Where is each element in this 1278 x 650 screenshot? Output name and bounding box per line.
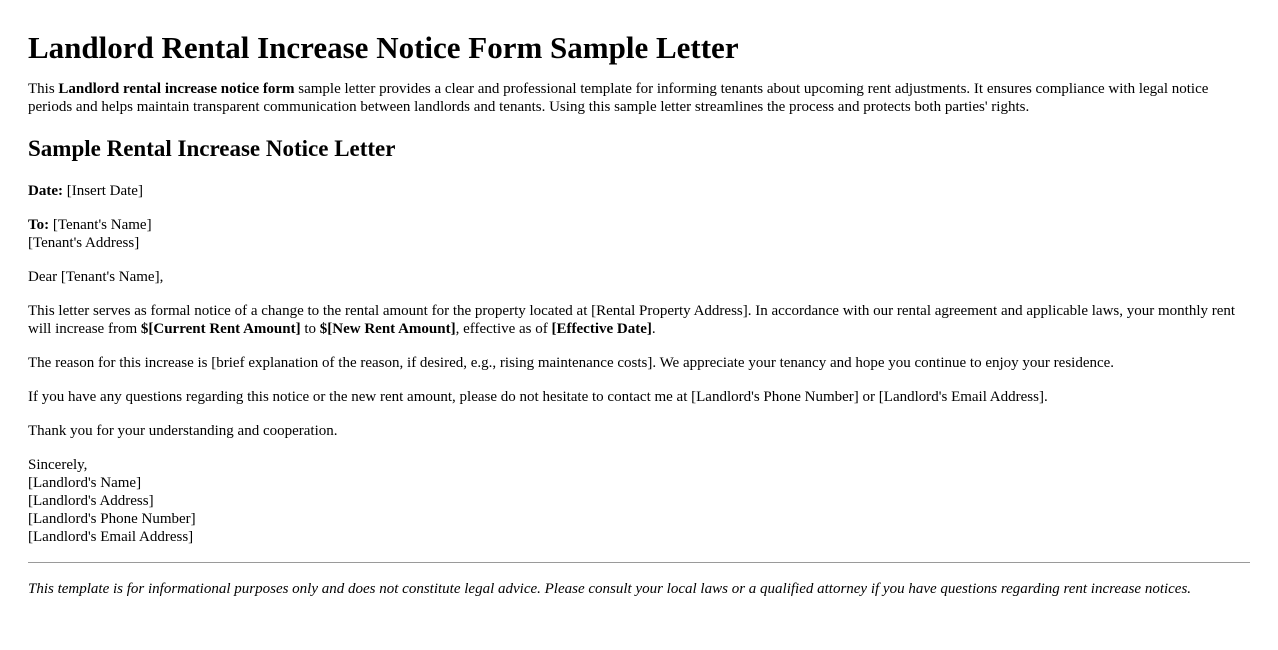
letter-recipient xyxy=(28,216,1250,252)
letter-paragraph-reason: The reason for this increase is [brief explanation of the reason, if desired, e.g., rising maintenance costs]. We appreciate your tenancy and hope you continue to enjoy your residence. xyxy=(28,355,1115,371)
intro-pre: This xyxy=(28,81,59,97)
landlord-phone: [Landlord's Phone Number] xyxy=(28,511,196,527)
disclaimer: This template is for informational purposes only and does not constitute legal advice. Please consult your local laws or a qualified attorney if you have questions regarding rent increase notices. xyxy=(28,581,1192,597)
to-label: To: xyxy=(28,217,50,233)
letter-paragraph-notice xyxy=(28,302,1250,338)
letter-paragraph-contact: If you have any questions regarding this notice or the new rent amount, please do not hesitate to contact me at [Landlord's Phone Number] or [Landlord's Email Address]. xyxy=(28,389,1048,405)
landlord-name: [Landlord's Name] xyxy=(28,475,142,491)
current-rent-amount: $[Current Rent Amount] xyxy=(140,321,301,337)
divider xyxy=(28,562,1250,563)
letter-signature-block xyxy=(28,456,1250,546)
closing-word: Sincerely, xyxy=(28,457,88,473)
para1-effective: , effective as of xyxy=(455,321,552,337)
intro-bold: Landlord rental increase notice form xyxy=(58,81,295,97)
intro-post: sample letter provides a clear and professional template for informing tenants about upcoming rent adjustments. It ensures compliance with legal notice periods and helps maintain transparent communication between landlords and tenants. Using this sample letter streamlines the process and protects both parties' rights. xyxy=(28,81,1209,115)
letter-thanks: Thank you for your understanding and cooperation. xyxy=(28,423,338,439)
tenant-name: [Tenant's Name] xyxy=(49,217,152,233)
page-title: Landlord Rental Increase Notice Form Sample Letter xyxy=(28,30,739,65)
section-heading: Sample Rental Increase Notice Letter xyxy=(28,136,396,161)
new-rent-amount: $[New Rent Amount] xyxy=(319,321,456,337)
letter-date xyxy=(28,182,1250,200)
tenant-address: [Tenant's Address] xyxy=(28,235,140,251)
landlord-email: [Landlord's Email Address] xyxy=(28,529,194,545)
para1-intro: This letter serves as formal notice of a change to the rental amount for the property located at [Rental Property Address]. In accordance with our rental agreement and applicable laws, your monthly rent will increase from xyxy=(28,303,1236,337)
landlord-address: [Landlord's Address] xyxy=(28,493,154,509)
intro-paragraph xyxy=(28,80,1250,116)
para1-end: . xyxy=(651,321,656,337)
date-value: [Insert Date] xyxy=(62,183,143,199)
effective-date: [Effective Date] xyxy=(551,321,652,337)
letter-salutation: Dear [Tenant's Name], xyxy=(28,269,164,285)
date-label: Date: xyxy=(28,183,63,199)
para1-to: to xyxy=(300,321,320,337)
